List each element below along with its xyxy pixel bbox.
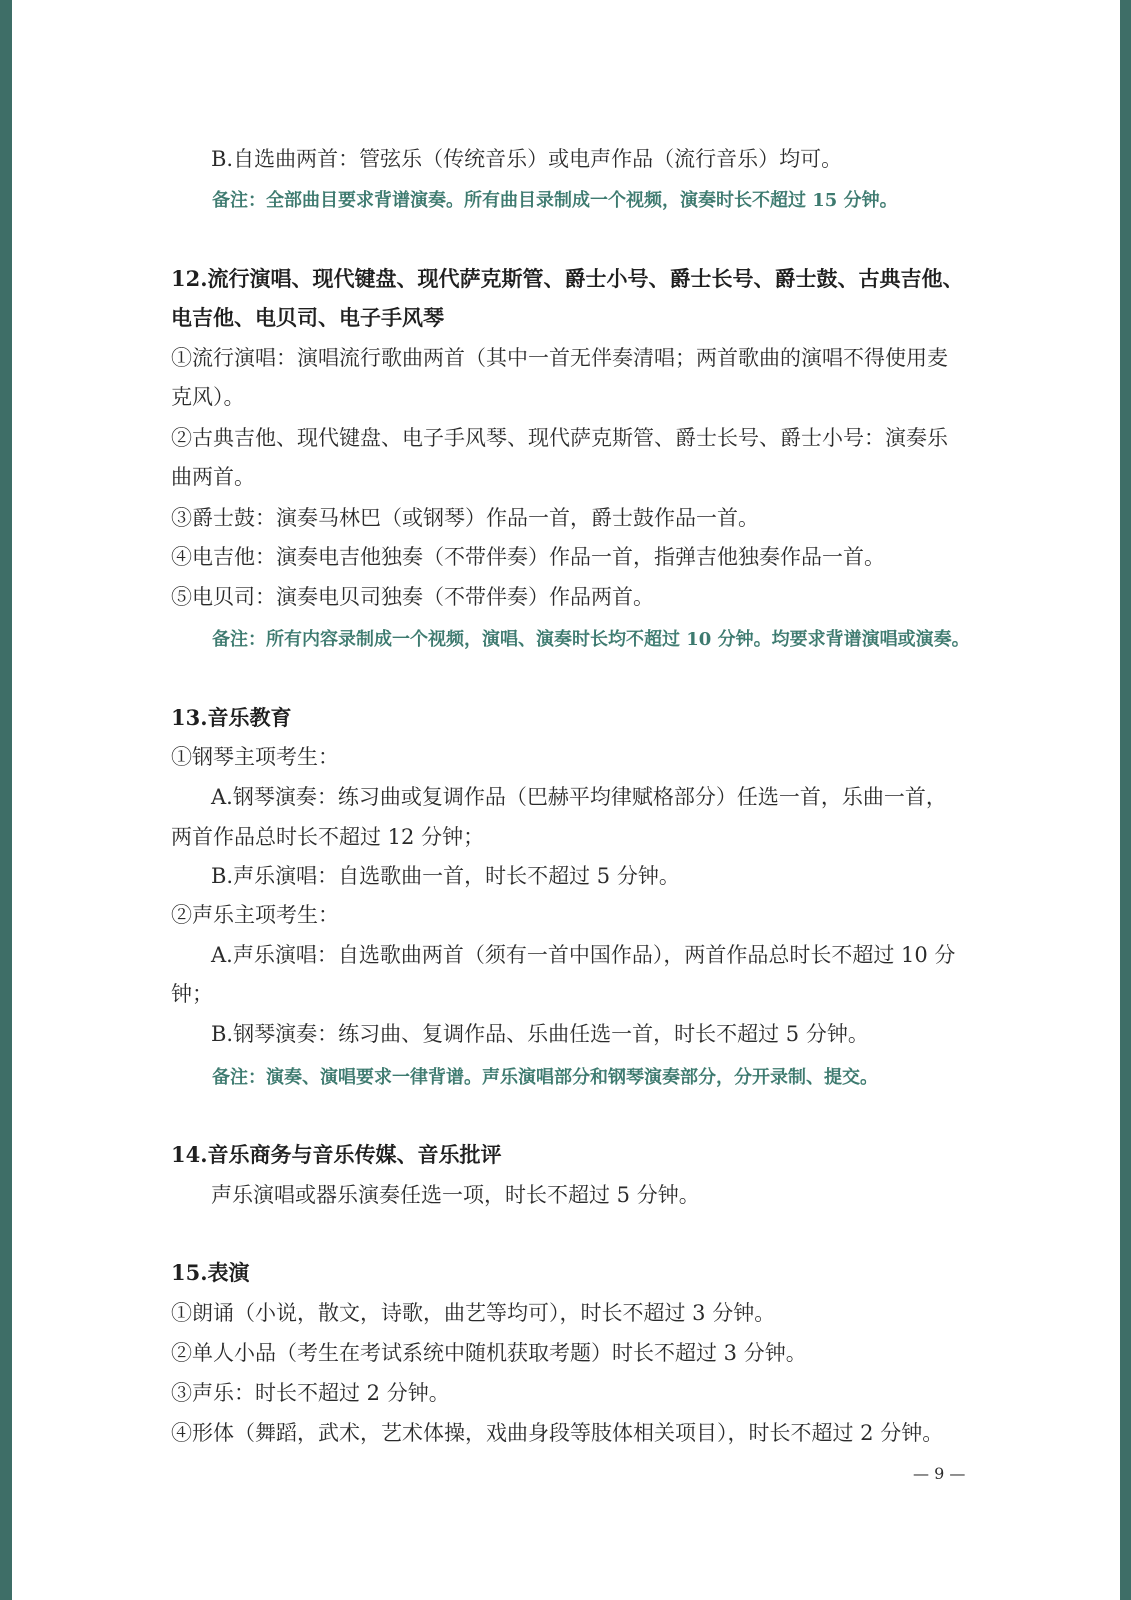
note-section-11: 备注：全部曲目要求背谱演奏。所有曲目录制成一个视频，演奏时长不超过 15 分钟。 (212, 190, 898, 211)
section-12-heading: 12.流行演唱、现代键盘、现代萨克斯管、爵士小号、爵士长号、爵士鼓、古典吉他、 (171, 266, 964, 291)
vocal-major-label: ②声乐主项考生： (171, 903, 339, 927)
piano-item-a-cont: 两首作品总时长不超过 12 分钟； (171, 825, 485, 849)
list-item: ②古典吉他、现代键盘、电子手风琴、现代萨克斯管、爵士长号、爵士小号：演奏乐 (171, 426, 948, 450)
vocal-item-a: A.声乐演唱：自选歌曲两首（须有一首中国作品），两首作品总时长不超过 10 分 (211, 943, 956, 967)
section-13-heading: 13.音乐教育 (171, 705, 292, 730)
list-item: 克风）。 (171, 385, 245, 409)
list-item: ③声乐：时长不超过 2 分钟。 (171, 1381, 450, 1405)
vocal-item-a-cont: 钟； (171, 982, 213, 1006)
list-item: ①流行演唱：演唱流行歌曲两首（其中一首无伴奏清唱；两首歌曲的演唱不得使用麦 (171, 346, 948, 370)
note-section-13: 备注：演奏、演唱要求一律背谱。声乐演唱部分和钢琴演奏部分，分开录制、提交。 (212, 1067, 878, 1088)
list-item: ③爵士鼓：演奏马林巴（或钢琴）作品一首，爵士鼓作品一首。 (171, 506, 759, 530)
list-item: ①朗诵（小说，散文，诗歌，曲艺等均可），时长不超过 3 分钟。 (171, 1301, 776, 1325)
list-item: ④形体（舞蹈，武术，艺术体操，戏曲身段等肢体相关项目），时长不超过 2 分钟。 (171, 1421, 944, 1445)
page-number: — 9 — (913, 1464, 966, 1483)
section-15-heading: 15.表演 (171, 1260, 250, 1285)
list-item: ②单人小品（考生在考试系统中随机获取考题）时长不超过 3 分钟。 (171, 1341, 807, 1365)
list-item: 曲两首。 (171, 465, 255, 489)
piano-item-b: B.声乐演唱：自选歌曲一首，时长不超过 5 分钟。 (211, 864, 680, 888)
list-item: ④电吉他：演奏电吉他独奏（不带伴奏）作品一首，指弹吉他独奏作品一首。 (171, 545, 885, 569)
item-b-optional-pieces: B.自选曲两首：管弦乐（传统音乐）或电声作品（流行音乐）均可。 (211, 147, 843, 171)
note-section-12: 备注：所有内容录制成一个视频，演唱、演奏时长均不超过 10 分钟。均要求背谱演唱或演奏。 (212, 629, 970, 650)
list-item: ⑤电贝司：演奏电贝司独奏（不带伴奏）作品两首。 (171, 585, 654, 609)
section-14-text: 声乐演唱或器乐演奏任选一项，时长不超过 5 分钟。 (211, 1183, 700, 1207)
section-14-heading: 14.音乐商务与音乐传媒、音乐批评 (171, 1142, 502, 1167)
vocal-item-b: B.钢琴演奏：练习曲、复调作品、乐曲任选一首，时长不超过 5 分钟。 (211, 1022, 869, 1046)
piano-major-label: ①钢琴主项考生： (171, 745, 339, 769)
section-12-heading-cont: 电吉他、电贝司、电子手风琴 (171, 305, 444, 330)
piano-item-a: A.钢琴演奏：练习曲或复调作品（巴赫平均律赋格部分）任选一首，乐曲一首， (211, 785, 947, 809)
